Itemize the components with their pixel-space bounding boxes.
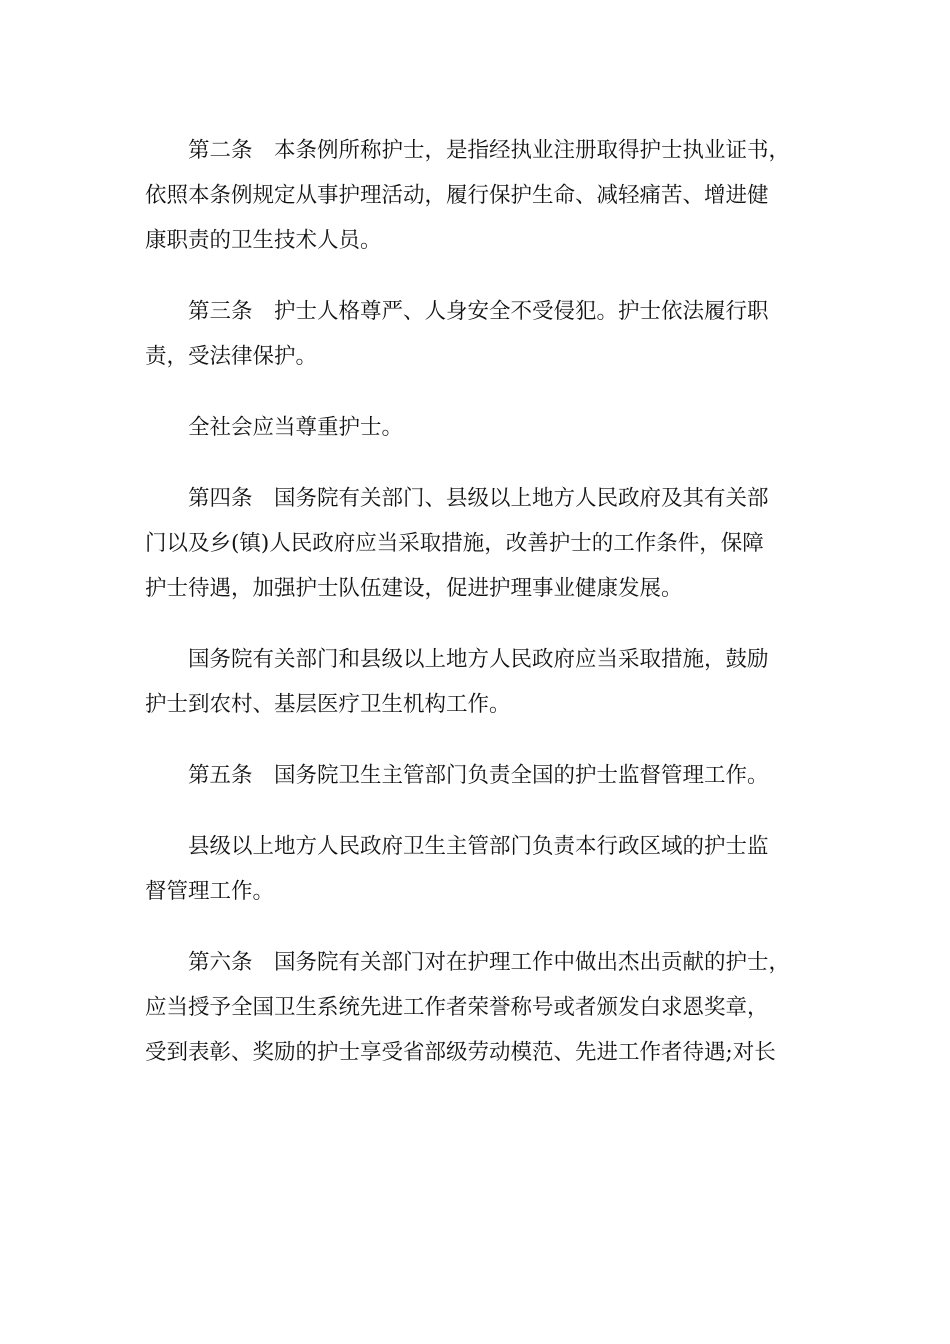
text-line: 康职责的卫生技术人员。 xyxy=(145,228,382,253)
paragraph-article-4-cont xyxy=(145,637,810,727)
text-line: 督管理工作。 xyxy=(145,879,275,904)
text-line: 护士到农村、基层医疗卫生机构工作。 xyxy=(145,692,511,717)
text-line: 第二条 本条例所称护士，是指经执业注册取得护士执业证书， xyxy=(188,138,791,163)
text-line: 责，受法律保护。 xyxy=(145,344,318,369)
text-line: 第六条 国务院有关部门对在护理工作中做出杰出贡献的护士， xyxy=(188,950,791,975)
text-line: 受到表彰、奖励的护士享受省部级劳动模范、先进工作者待遇;对长 xyxy=(145,1040,776,1065)
text-line: 应当授予全国卫生系统先进工作者荣誉称号或者颁发白求恩奖章， xyxy=(145,995,769,1020)
document-body xyxy=(145,128,810,1101)
paragraph-article-5-cont xyxy=(145,824,810,914)
paragraph-article-3-cont xyxy=(145,405,810,450)
text-line: 第五条 国务院卫生主管部门负责全国的护士监督管理工作。 xyxy=(188,763,769,788)
paragraph-article-2 xyxy=(145,128,810,263)
paragraph-article-5 xyxy=(145,753,810,798)
text-line: 第四条 国务院有关部门、县级以上地方人民政府及其有关部 xyxy=(188,486,769,511)
text-line: 县级以上地方人民政府卫生主管部门负责本行政区域的护士监 xyxy=(188,834,769,859)
paragraph-article-6 xyxy=(145,940,810,1075)
text-line: 第三条 护士人格尊严、人身安全不受侵犯。护士依法履行职 xyxy=(188,299,769,324)
text-line: 国务院有关部门和县级以上地方人民政府应当采取措施，鼓励 xyxy=(188,647,769,672)
text-line: 全社会应当尊重护士。 xyxy=(188,415,404,440)
text-line: 护士待遇，加强护士队伍建设，促进护理事业健康发展。 xyxy=(145,576,683,601)
text-line: 依照本条例规定从事护理活动，履行保护生命、减轻痛苦、增进健 xyxy=(145,183,769,208)
text-line: 门以及乡(镇)人民政府应当采取措施，改善护士的工作条件，保障 xyxy=(145,531,764,556)
paragraph-article-3 xyxy=(145,289,810,379)
paragraph-article-4 xyxy=(145,476,810,611)
